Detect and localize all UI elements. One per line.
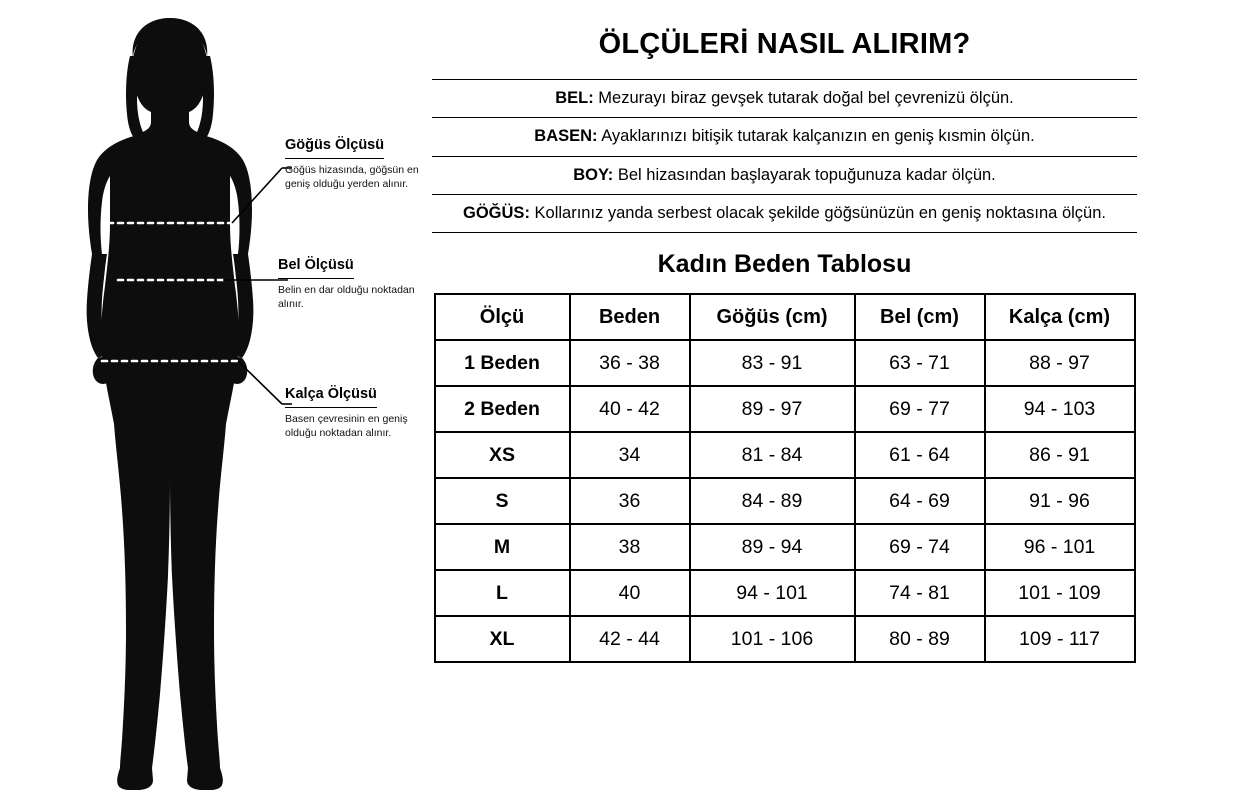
cell-beden: 42 - 44 — [570, 616, 690, 662]
callout-bust-desc: Göğüs hizasında, göğsün en geniş olduğu yerden alınır. — [285, 163, 419, 191]
column-header: Bel (cm) — [855, 294, 985, 340]
cell-beden: 36 - 38 — [570, 340, 690, 386]
cell-hip: 88 - 97 — [985, 340, 1135, 386]
cell-size: 1 Beden — [435, 340, 570, 386]
table-header-row — [435, 294, 1135, 340]
column-header: Ölçü — [435, 294, 570, 340]
measurement-instructions — [432, 79, 1137, 233]
cell-size: 2 Beden — [435, 386, 570, 432]
cell-size: M — [435, 524, 570, 570]
instruction-term: GÖĞÜS: — [463, 203, 530, 222]
cell-bust: 94 - 101 — [690, 570, 855, 616]
cell-bust: 89 - 97 — [690, 386, 855, 432]
instruction-row — [432, 80, 1137, 118]
callout-waist-title: Bel Ölçüsü — [278, 258, 354, 279]
cell-waist: 74 - 81 — [855, 570, 985, 616]
cell-hip: 96 - 101 — [985, 524, 1135, 570]
figure-panel — [0, 0, 430, 793]
cell-size: XL — [435, 616, 570, 662]
cell-bust: 101 - 106 — [690, 616, 855, 662]
callout-hip-title: Kalça Ölçüsü — [285, 387, 377, 408]
instruction-row — [432, 118, 1137, 156]
cell-beden: 34 — [570, 432, 690, 478]
cell-bust: 81 - 84 — [690, 432, 855, 478]
cell-hip: 109 - 117 — [985, 616, 1135, 662]
instruction-term: BOY: — [573, 165, 614, 184]
cell-waist: 69 - 74 — [855, 524, 985, 570]
instruction-text: Bel hizasından başlayarak topuğunuza kadar ölçün. — [613, 165, 996, 184]
page-title: ÖLÇÜLERİ NASIL ALIRIM? — [598, 28, 971, 60]
table-title: Kadın Beden Tablosu — [657, 250, 912, 279]
table-row — [435, 570, 1135, 616]
cell-size: L — [435, 570, 570, 616]
table-row — [435, 340, 1135, 386]
size-table — [434, 293, 1136, 663]
cell-hip: 86 - 91 — [985, 432, 1135, 478]
cell-waist: 61 - 64 — [855, 432, 985, 478]
cell-bust: 89 - 94 — [690, 524, 855, 570]
cell-hip: 94 - 103 — [985, 386, 1135, 432]
table-row — [435, 524, 1135, 570]
callout-bust — [285, 138, 430, 191]
callout-bust-title: Göğüs Ölçüsü — [285, 138, 384, 159]
instruction-text: Kollarınız yanda serbest olacak şekilde göğsünüzün en geniş noktasına ölçün. — [529, 203, 1106, 222]
table-row — [435, 386, 1135, 432]
instruction-row — [432, 195, 1137, 233]
cell-hip: 101 - 109 — [985, 570, 1135, 616]
callout-hip — [285, 387, 430, 440]
table-row — [435, 432, 1135, 478]
callout-hip-desc: Basen çevresinin en geniş olduğu noktadan alınır. — [285, 412, 408, 440]
cell-waist: 69 - 77 — [855, 386, 985, 432]
cell-beden: 36 — [570, 478, 690, 524]
callout-waist-desc: Belin en dar olduğu noktadan alınır. — [278, 283, 415, 311]
instruction-term: BASEN: — [534, 127, 598, 146]
column-header: Göğüs (cm) — [690, 294, 855, 340]
callout-waist — [278, 258, 430, 311]
instruction-row — [432, 157, 1137, 195]
cell-bust: 84 - 89 — [690, 478, 855, 524]
table-row — [435, 478, 1135, 524]
cell-beden: 38 — [570, 524, 690, 570]
cell-size: S — [435, 478, 570, 524]
cell-waist: 80 - 89 — [855, 616, 985, 662]
cell-waist: 63 - 71 — [855, 340, 985, 386]
instruction-term: BEL: — [555, 89, 594, 107]
cell-beden: 40 - 42 — [570, 386, 690, 432]
content-panel — [432, 0, 1137, 793]
cell-hip: 91 - 96 — [985, 478, 1135, 524]
cell-waist: 64 - 69 — [855, 478, 985, 524]
instruction-text: Mezurayı biraz gevşek tutarak doğal bel çevrenizü ölçün. — [593, 89, 1014, 107]
table-row — [435, 616, 1135, 662]
cell-size: XS — [435, 432, 570, 478]
cell-beden: 40 — [570, 570, 690, 616]
cell-bust: 83 - 91 — [690, 340, 855, 386]
column-header: Beden — [570, 294, 690, 340]
instruction-text: Ayaklarınızı bitişik tutarak kalçanızın en geniş kısmin ölçün. — [597, 127, 1035, 146]
column-header: Kalça (cm) — [985, 294, 1135, 340]
